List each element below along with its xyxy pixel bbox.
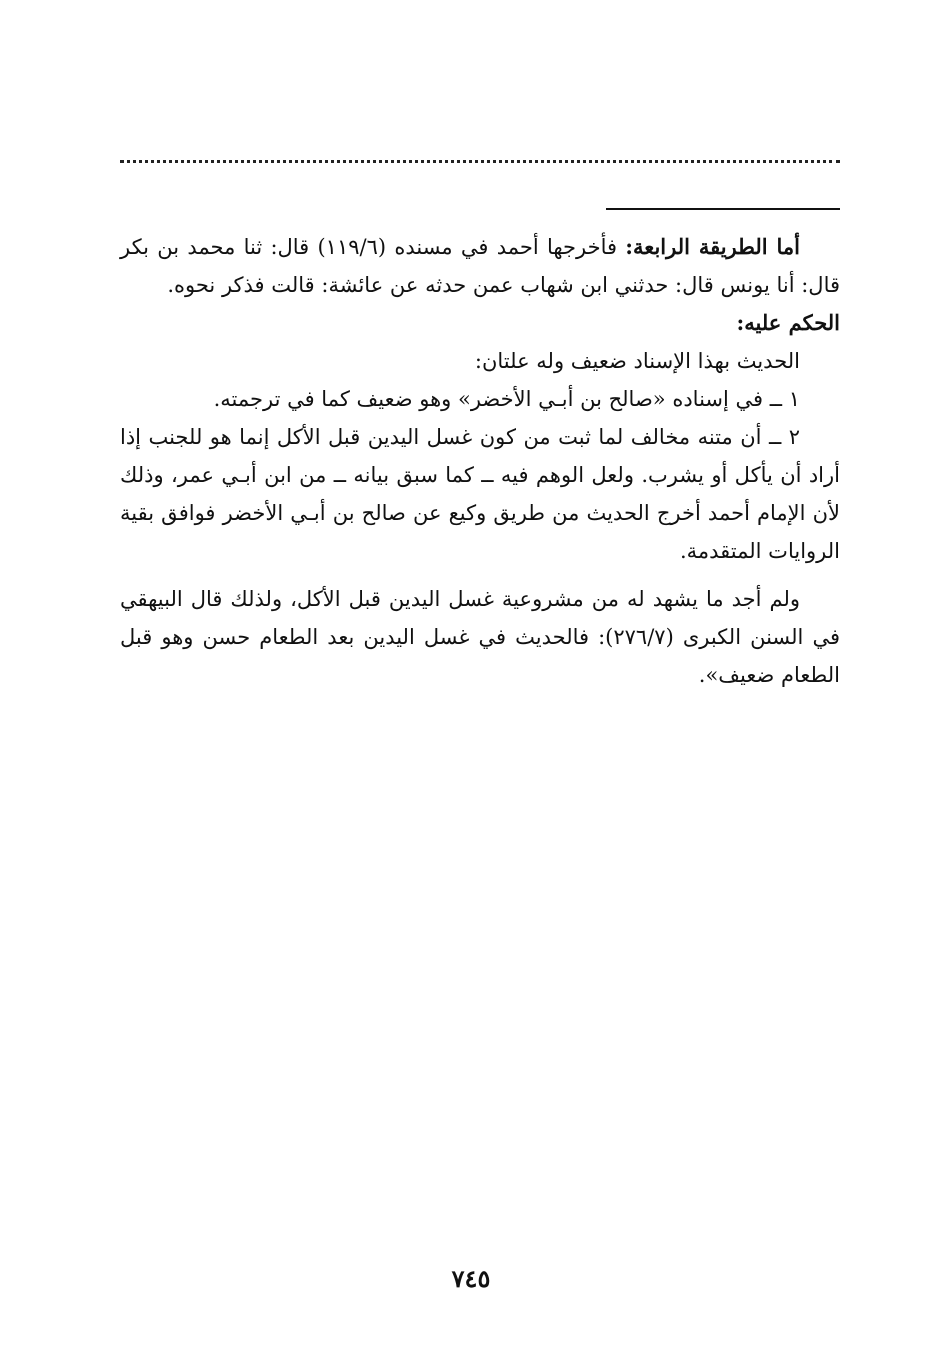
- ruling-item-1: ١ ــ في إسناده «صالح بن أبـي الأخضر» وهو ضعيف كما في ترجمته.: [213, 387, 800, 411]
- page-body: [120, 228, 840, 694]
- paragraph-fourth-route: [120, 228, 840, 304]
- paragraph-closing: ولم أجد ما يشهد له من مشروعية غسل اليدين قبل الأكل، ولذلك قال البيهقي في السنن الكبرى (٢٧٦/٧): فالحديث في غسل اليدين بعد الطعام حسن وهو قبل الطعام ضعيف».: [120, 587, 840, 687]
- page-number: ٧٤٥: [451, 1264, 491, 1293]
- ruling-heading: الحكم عليه:: [736, 310, 840, 335]
- dotted-separator: [120, 160, 840, 163]
- fourth-route-text: فأخرجها أحمد في مسنده (١١٩/٦) قال: ثنا محمد بن بكر قال: أنا يونس قال: حدثني ابن شهاب عمن حدثه عن عائشة: قالت فذكر نحوه.: [120, 235, 840, 297]
- footnote-rule: [606, 208, 840, 210]
- ruling-item-2: ٢ ــ أن متنه مخالف لما ثبت من كون غسل اليدين قبل الأكل إنما هو للجنب إذا أراد أن يأكل أو يشرب. ولعل الوهم فيه ــ كما سبق بيانه ــ من ابن أبـي عمر، وذلك لأن الإمام أحمد أخرج الحديث من طريق وكيع عن صالح بن أبـي الأخضر فوافق بقية الروايات المتقدمة.: [120, 425, 840, 563]
- fourth-route-label: أما الطريقة الرابعة:: [625, 234, 800, 259]
- ruling-intro: الحديث بهذا الإسناد ضعيف وله علتان:: [474, 349, 800, 373]
